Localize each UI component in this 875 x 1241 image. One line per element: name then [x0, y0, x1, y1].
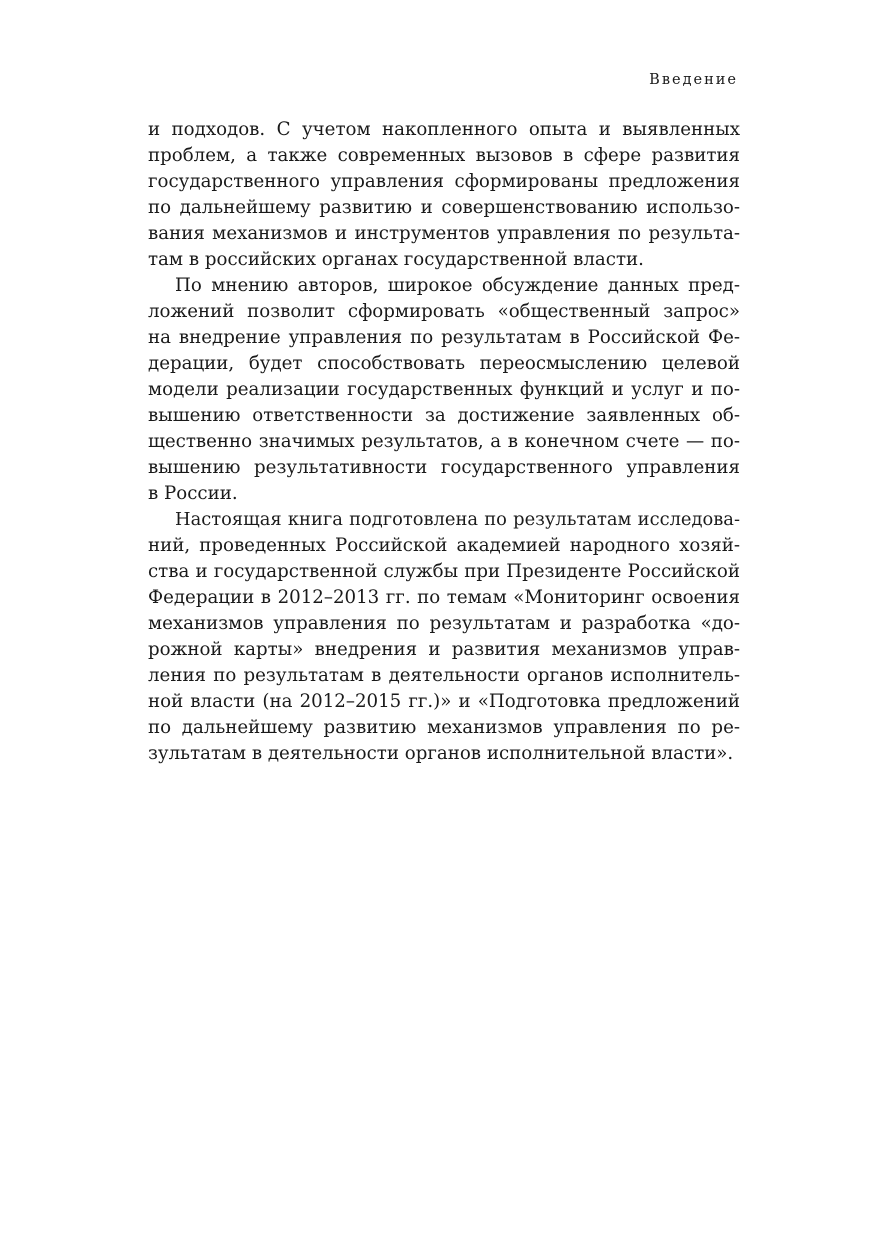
- text-line: модели реализации государственных функций и услуг и по-: [148, 379, 740, 400]
- text-line: рожной карты» внедрения и развития механизмов управ-: [148, 639, 740, 660]
- text-line: проблем, а также современных вызовов в сфере развития: [148, 145, 740, 166]
- text-line: По мнению авторов, широкое обсуждение данных пред-: [175, 275, 740, 296]
- text-line: по дальнейшему развитию механизмов управления по ре-: [148, 717, 740, 738]
- text-line: ний, проведенных Российской академией народного хозяй-: [148, 535, 740, 556]
- body-text: [148, 117, 740, 767]
- paragraph: [148, 117, 740, 273]
- text-line: вышению ответственности за достижение заявленных об-: [148, 405, 740, 426]
- text-line: ления по результатам в деятельности органов исполнитель-: [148, 665, 740, 686]
- paragraph: [148, 273, 740, 507]
- text-line: ной власти (на 2012–2015 гг.)» и «Подготовка предложений: [148, 691, 740, 712]
- text-line: вания механизмов и инструментов управления по результа-: [148, 223, 740, 244]
- text-line: зультатам в деятельности органов исполнительной власти».: [148, 743, 734, 764]
- paragraph: [148, 507, 740, 767]
- text-line: по дальнейшему развитию и совершенствованию использо-: [148, 197, 740, 218]
- text-line: государственного управления сформированы предложения: [148, 171, 740, 192]
- text-line: дерации, будет способствовать переосмыслению целевой: [148, 353, 740, 374]
- text-line: и подходов. С учетом накопленного опыта и выявленных: [148, 119, 740, 140]
- text-line: там в российских органах государственной власти.: [148, 249, 644, 270]
- text-line: Федерации в 2012–2013 гг. по темам «Мониторинг освоения: [148, 587, 740, 608]
- text-line: щественно значимых результатов, а в конечном счете — по-: [148, 431, 740, 452]
- text-line: на внедрение управления по результатам в Российской Фе-: [148, 327, 740, 348]
- running-header: Введение: [649, 72, 738, 88]
- text-line: ложений позволит сформировать «общественный запрос»: [148, 301, 740, 322]
- text-line: вышению результативности государственного управления: [148, 457, 740, 478]
- text-line: ства и государственной службы при Президенте Российской: [148, 561, 740, 582]
- text-line: механизмов управления по результатам и разработка «до-: [148, 613, 740, 634]
- text-line: в России.: [148, 483, 238, 504]
- text-line: Настоящая книга подготовлена по результатам исследова-: [175, 509, 740, 530]
